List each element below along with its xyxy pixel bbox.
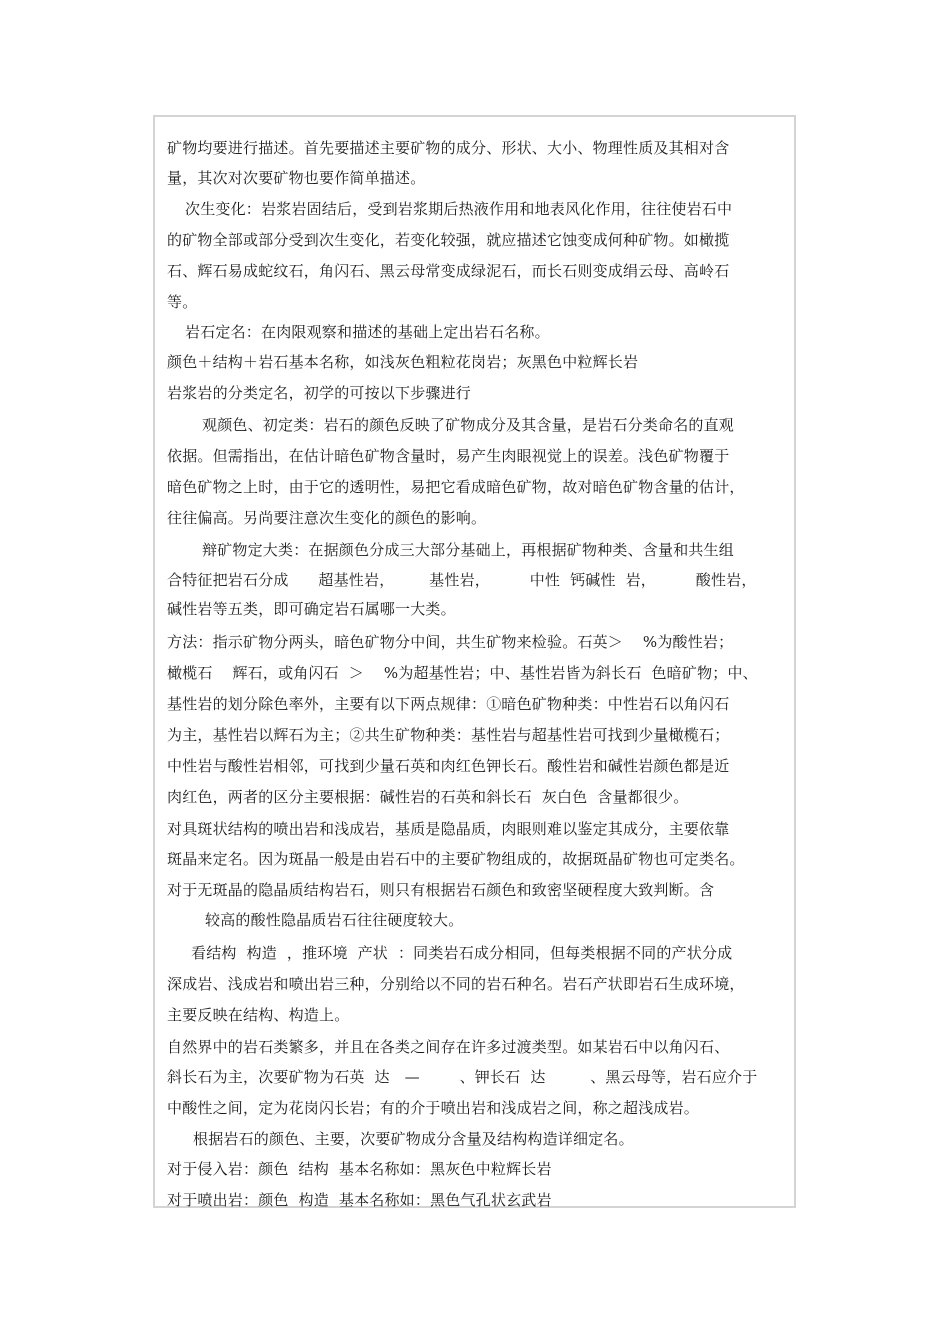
text-line: 对具斑状结构的喷出岩和浅成岩，基质是隐晶质，肉眼则难以鉴定其成分，主要依靠 bbox=[167, 820, 730, 838]
text-line: 岩浆岩的分类定名，初学的可按以下步骤进行 bbox=[167, 384, 472, 402]
text-line: 碱性岩等五类，即可确定岩石属哪一大类。 bbox=[167, 600, 456, 618]
text-line: 中性岩与酸性岩相邻，可找到少量石英和肉红色钾长石。酸性岩和碱性岩颜色都是近 bbox=[167, 757, 730, 775]
text-line: 斑晶来定名。因为斑晶一般是由岩石中的主要矿物组成的，故据斑晶矿物也可定类名。 bbox=[167, 850, 745, 868]
text-line: 对于无斑晶的隐晶质结构岩石，则只有根据岩石颜色和致密坚硬程度大致判断。含 bbox=[167, 881, 715, 899]
text-line: 辩矿物定大类：在据颜色分成三大部分基础上，再根据矿物种类、含量和共生组 bbox=[202, 541, 735, 559]
text-line: 量，其次对次要矿物也要作简单描述。 bbox=[167, 169, 426, 187]
text-line: 橄榄石 辉石，或角闪石 ＞ %为超基性岩；中、基性岩皆为斜长石 色暗矿物；中、 bbox=[167, 664, 758, 682]
text-line: 颜色＋结构＋岩石基本名称，如浅灰色粗粒花岗岩；灰黑色中粒辉长岩 bbox=[167, 353, 639, 371]
text-line: 根据岩石的颜色、主要，次要矿物成分含量及结构构造详细定名。 bbox=[193, 1130, 634, 1148]
text-line: 看结构 构造 ，推环境 产状 ：同类岩石成分相同，但每类根据不同的产状分成 bbox=[191, 944, 733, 962]
text-line: 对于喷出岩：颜色 构造 基本名称如：黑色气孔状玄武岩 bbox=[167, 1191, 552, 1209]
text-line: 矿物均要进行描述。首先要描述主要矿物的成分、形状、大小、物理性质及其相对含 bbox=[167, 139, 730, 157]
text-line: 肉红色，两者的区分主要根据：碱性岩的石英和斜长石 灰白色 含量都很少。 bbox=[167, 788, 689, 806]
text-line: 等。 bbox=[167, 293, 198, 311]
text-line: 石、辉石易成蛇纹石，角闪石、黑云母常变成绿泥石，而长石则变成绢云母、高岭石 bbox=[167, 262, 730, 280]
text-line: 合特征把岩石分成 超基性岩， 基性岩， 中性 钙碱性 岩， 酸性岩， bbox=[167, 571, 757, 589]
text-line: 次生变化：岩浆岩固结后，受到岩浆期后热液作用和地表风化作用，往往使岩石中 bbox=[185, 200, 733, 218]
text-line: 自然界中的岩石类繁多，并且在各类之间存在许多过渡类型。如某岩石中以角闪石、 bbox=[167, 1038, 730, 1056]
text-line: 主要反映在结构、构造上。 bbox=[167, 1006, 350, 1024]
text-line: 方法：指示矿物分两头，暗色矿物分中间，共生矿物来检验。石英＞ %为酸性岩； bbox=[167, 633, 734, 651]
text-line: 往往偏高。另尚要注意次生变化的颜色的影响。 bbox=[167, 509, 487, 527]
text-line: 深成岩、浅成岩和喷出岩三种，分别给以不同的岩石种名。岩石产状即岩石生成环境， bbox=[167, 975, 745, 993]
text-line: 的矿物全部或部分受到次生变化，若变化较强，就应描述它蚀变成何种矿物。如橄揽 bbox=[167, 231, 730, 249]
text-line: 斜长石为主，次要矿物为石英 达 — 、钾长石 达 、黑云母等，岩石应介于 bbox=[167, 1068, 758, 1086]
text-line: 岩石定名：在肉限观察和描述的基础上定出岩石名称。 bbox=[185, 323, 550, 341]
text-line: 较高的酸性隐晶质岩石往往硬度较大。 bbox=[205, 911, 464, 929]
text-line: 观颜色、初定类：岩石的颜色反映了矿物成分及其含量，是岩石分类命名的直观 bbox=[202, 416, 735, 434]
text-line: 为主，基性岩以辉石为主；②共生矿物种类：基性岩与超基性岩可找到少量橄榄石； bbox=[167, 726, 730, 744]
text-line: 暗色矿物之上时，由于它的透明性，易把它看成暗色矿物，故对暗色矿物含量的估计， bbox=[167, 478, 745, 496]
text-line: 对于侵入岩：颜色 结构 基本名称如：黑灰色中粒辉长岩 bbox=[167, 1160, 552, 1178]
text-line: 基性岩的划分除色率外，主要有以下两点规律：①暗色矿物种类：中性岩石以角闪石 bbox=[167, 695, 730, 713]
text-line: 依据。但需指出，在估计暗色矿物含量时，易产生肉眼视觉上的误差。浅色矿物覆于 bbox=[167, 447, 730, 465]
text-line: 中酸性之间，定为花岗闪长岩；有的介于喷出岩和浅成岩之间，称之超浅成岩。 bbox=[167, 1099, 700, 1117]
